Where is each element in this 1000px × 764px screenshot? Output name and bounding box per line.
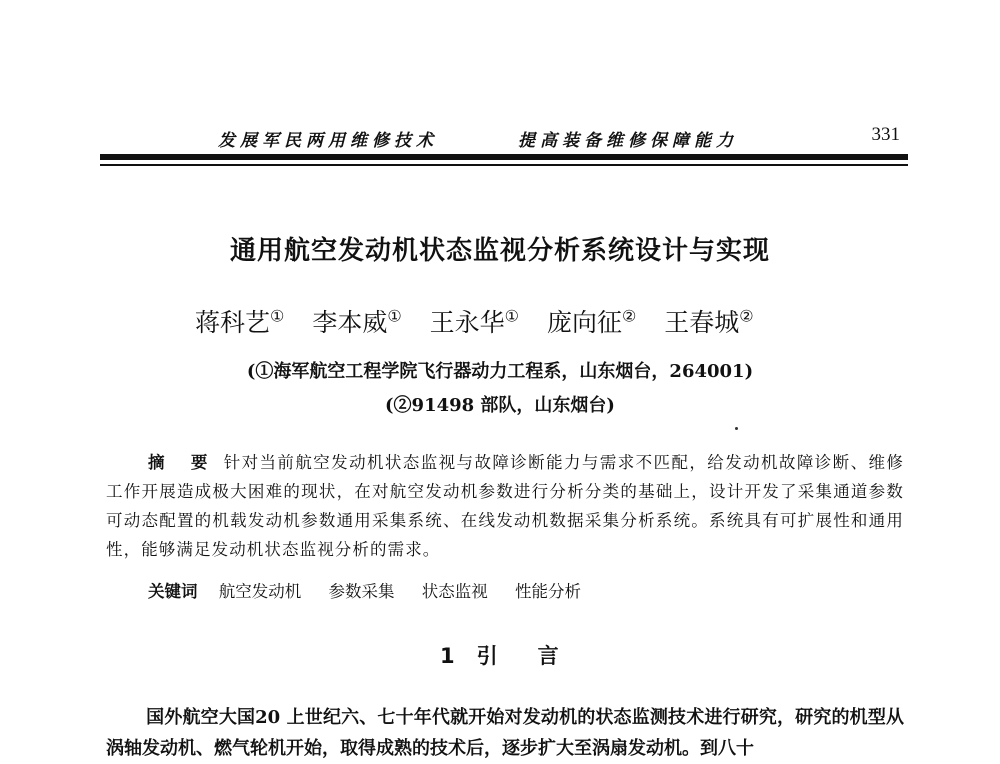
author — [430, 308, 519, 337]
affiliation-mark: ② — [739, 306, 754, 326]
abstract-text: 针对当前航空发动机状态监视与故障诊断能力与需求不匹配，给发动机故障诊断、维修工作开展造成极大困难的现状，在对航空发动机参数进行分析分类的基础上，设计开发了采集通道参数可动态配置的机载发动机参数通用采集系统、在线发动机数据采集分析系统。系统具有可扩展性和通用性，能够满足发动机状态监视分析的需求。 — [106, 453, 904, 559]
header-rule-thick — [100, 154, 908, 160]
author — [312, 308, 401, 337]
author-name: 王永华 — [429, 308, 505, 337]
paper-title: 通用航空发动机状态监视分析系统设计与实现 — [229, 236, 770, 266]
author-list — [195, 303, 835, 339]
author — [664, 308, 753, 337]
keyword: 性能分析 — [515, 582, 581, 601]
affiliation-mark: ① — [504, 306, 519, 326]
affiliation-2: (②91498 部队，山东烟台) — [385, 395, 615, 416]
keywords-label: 关键词 — [148, 582, 198, 601]
header-left-text: 发展军民两用维修技术 — [218, 131, 438, 151]
affiliation-mark: ① — [387, 306, 402, 326]
affiliation-1: (①海军航空工程学院飞行器动力工程系，山东烟台，264001) — [246, 361, 754, 382]
header-rule-thin — [100, 164, 908, 166]
author-name: 蒋科艺 — [195, 308, 271, 337]
abstract-label: 摘 要 — [148, 453, 218, 472]
keyword: 航空发动机 — [218, 582, 302, 601]
stray-mark — [735, 427, 738, 430]
author — [195, 308, 284, 337]
header-right-text: 提高装备维修保障能力 — [518, 131, 738, 151]
body-paragraph-text: 国外航空大国20 上世纪六、七十年代就开始对发动机的状态监测技术进行研究，研究的机型从涡轴发动机、燃气轮机开始，取得成熟的技术后，逐步扩大至涡扇发动机。到八十 — [106, 707, 904, 759]
running-header — [100, 120, 908, 154]
keyword: 状态监视 — [421, 582, 488, 601]
section-heading — [440, 640, 599, 670]
section-number: 1 — [440, 644, 455, 668]
keyword: 参数采集 — [328, 582, 395, 601]
keywords — [148, 578, 603, 602]
author-name: 庞向征 — [546, 308, 622, 337]
affiliation-mark: ② — [621, 306, 637, 326]
abstract — [106, 448, 904, 564]
author — [547, 308, 636, 337]
author-name: 王春城 — [664, 308, 740, 337]
affiliation-mark: ① — [270, 306, 285, 326]
page-number: 331 — [871, 124, 900, 145]
section-title: 引言 — [476, 644, 599, 668]
author-name: 李本威 — [312, 308, 388, 337]
body-paragraph — [106, 702, 904, 764]
